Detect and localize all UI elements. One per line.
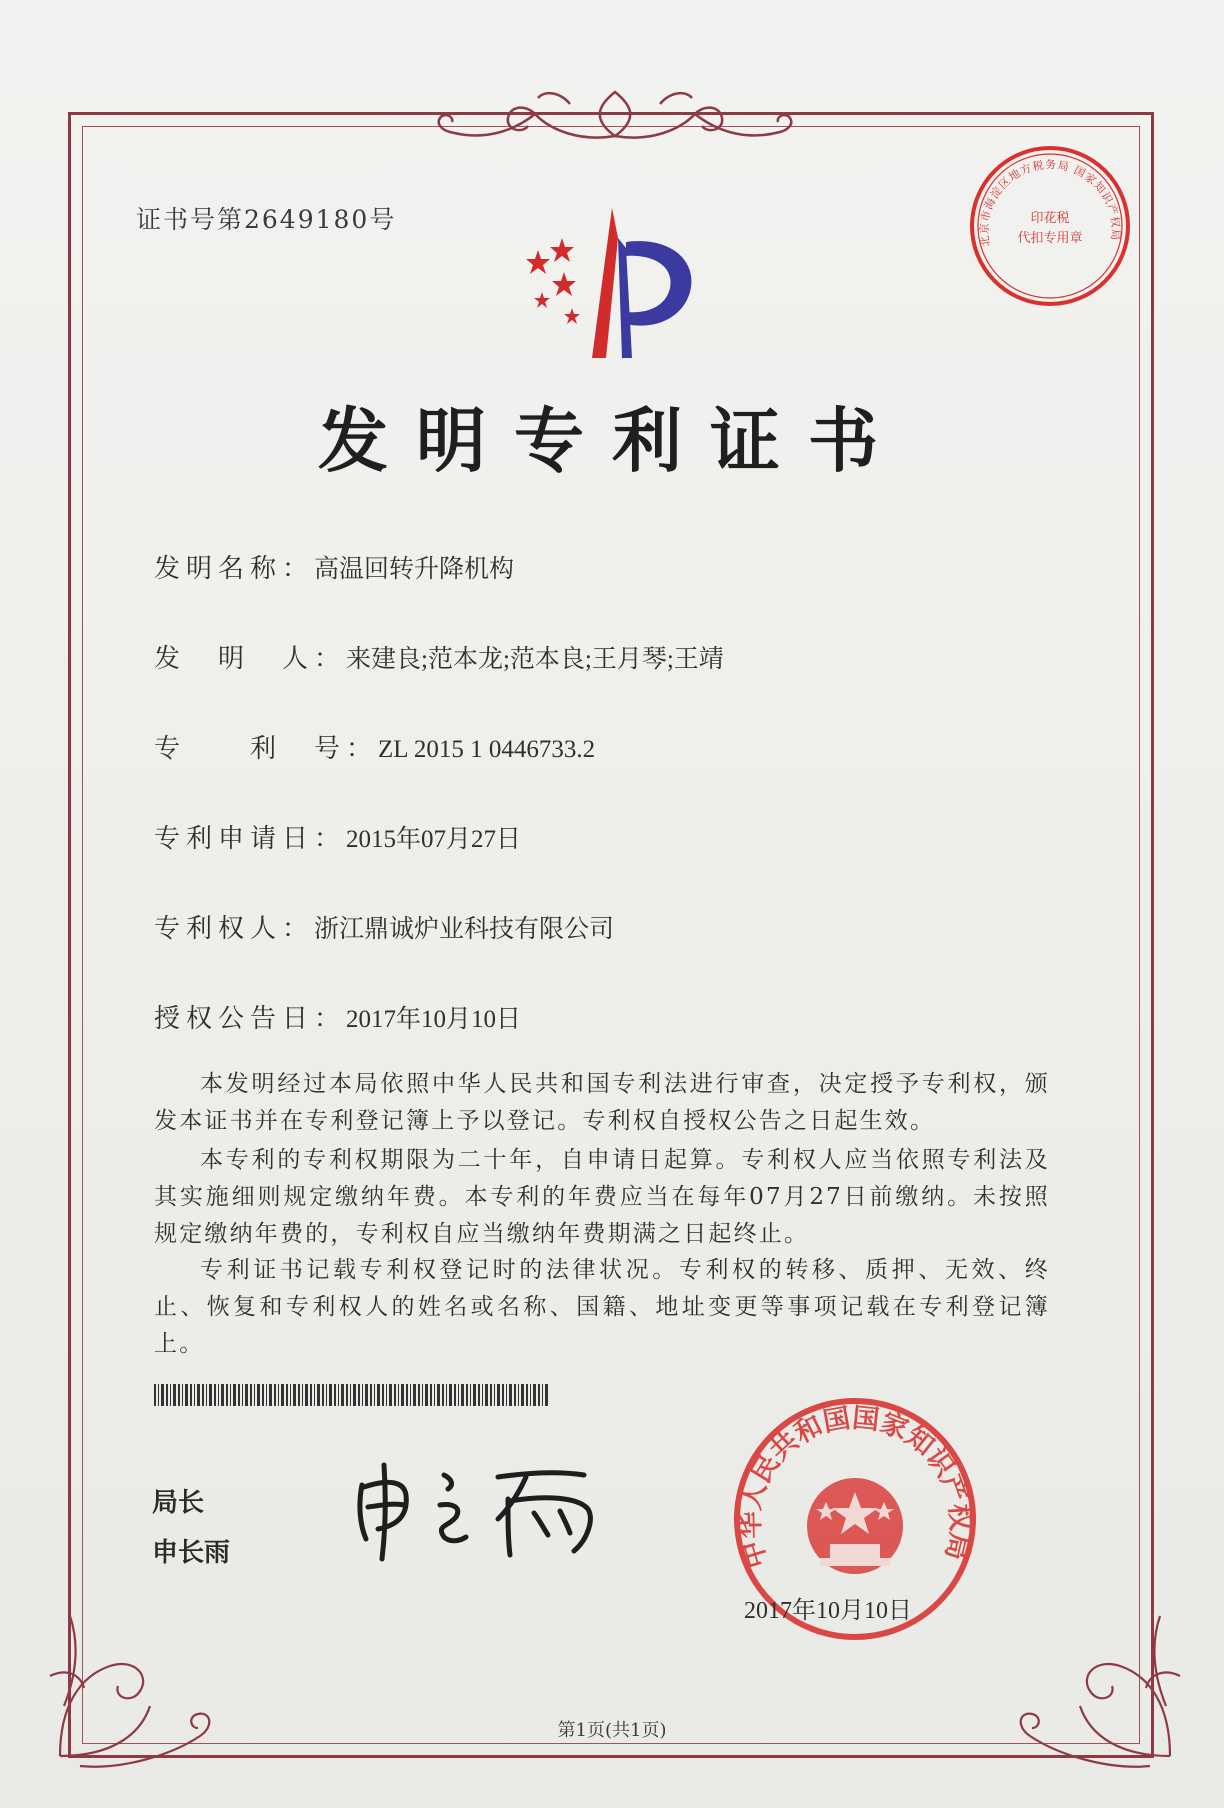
page-number: 第1页(共1页) — [557, 1720, 667, 1741]
tax-seal-ring-text: 北京市海淀区地方税务局 国家知识产权局 — [977, 158, 1123, 248]
tax-seal — [960, 136, 1140, 316]
grant-date-value: 2017年10月10日 — [346, 1006, 522, 1033]
patent-office-logo — [522, 208, 722, 358]
patent-number-row — [154, 728, 595, 765]
grant-date-row — [154, 998, 521, 1035]
top-ornament — [430, 84, 800, 154]
tax-seal-line2: 代扣专用章 — [1017, 231, 1083, 246]
paragraph-2: 本专利的专利权期限为二十年，自申请日起算。专利权人应当依照专利法及其实施细则规定缴纳年费。本专利的年费应当在每年07月27日前缴纳。未按照规定缴纳年费的，专利权自应当缴纳年费期满之日起终止。 — [154, 1147, 1050, 1247]
application-date-row — [154, 818, 521, 855]
tax-seal-line1: 印花税 — [1030, 211, 1070, 226]
bottom-right-ornament — [990, 1556, 1190, 1776]
paragraph-3: 专利证书记载专利权登记时的法律状况。专利权的转移、质押、无效、终止、恢复和专利权人的姓名或名称、国籍、地址变更等事项记载在专利登记簿上。 — [154, 1257, 1050, 1357]
director-signature — [348, 1455, 608, 1565]
invention-name-value: 高温回转升降机构 — [314, 556, 515, 583]
bottom-left-ornament — [40, 1556, 240, 1776]
seal-date: 2017年10月10日 — [744, 1598, 912, 1624]
grant-date-label: 授权公告日： — [154, 1004, 347, 1034]
inventors-label: 发 明 人： — [154, 644, 347, 674]
certificate-number: 证书号第2649180号 — [136, 205, 397, 234]
seal-ring-text: 中华人民共和国国家知识产权局 — [734, 1402, 976, 1572]
barcode — [154, 1384, 548, 1406]
inventors-row — [154, 638, 724, 675]
paragraph-1: 本发明经过本局依照中华人民共和国专利法进行审查，决定授予专利权，颁发本证书并在专利登记簿上予以登记。专利权自授权公告之日起生效。 — [154, 1071, 1050, 1134]
director-title: 局长 — [152, 1488, 205, 1518]
application-date-value: 2015年07月27日 — [346, 826, 522, 853]
patentee-value: 浙江鼎诚炉业科技有限公司 — [314, 916, 615, 943]
patentee-label: 专利权人： — [154, 914, 315, 944]
application-date-label: 专利申请日： — [154, 824, 347, 854]
invention-name-label: 发明名称： — [154, 554, 315, 584]
inventors-value: 来建良;范本龙;范本良;王月琴;王靖 — [346, 646, 724, 673]
patentee-row — [154, 908, 614, 945]
patent-number-label: 专 利 号： — [154, 734, 379, 764]
page-title: 发明专利证书 — [318, 400, 906, 482]
invention-name-row — [154, 548, 514, 585]
national-emblem-icon — [807, 1478, 903, 1574]
director-name: 申长雨 — [152, 1538, 231, 1568]
patent-number-value: ZL 2015 1 0446733.2 — [378, 736, 596, 763]
